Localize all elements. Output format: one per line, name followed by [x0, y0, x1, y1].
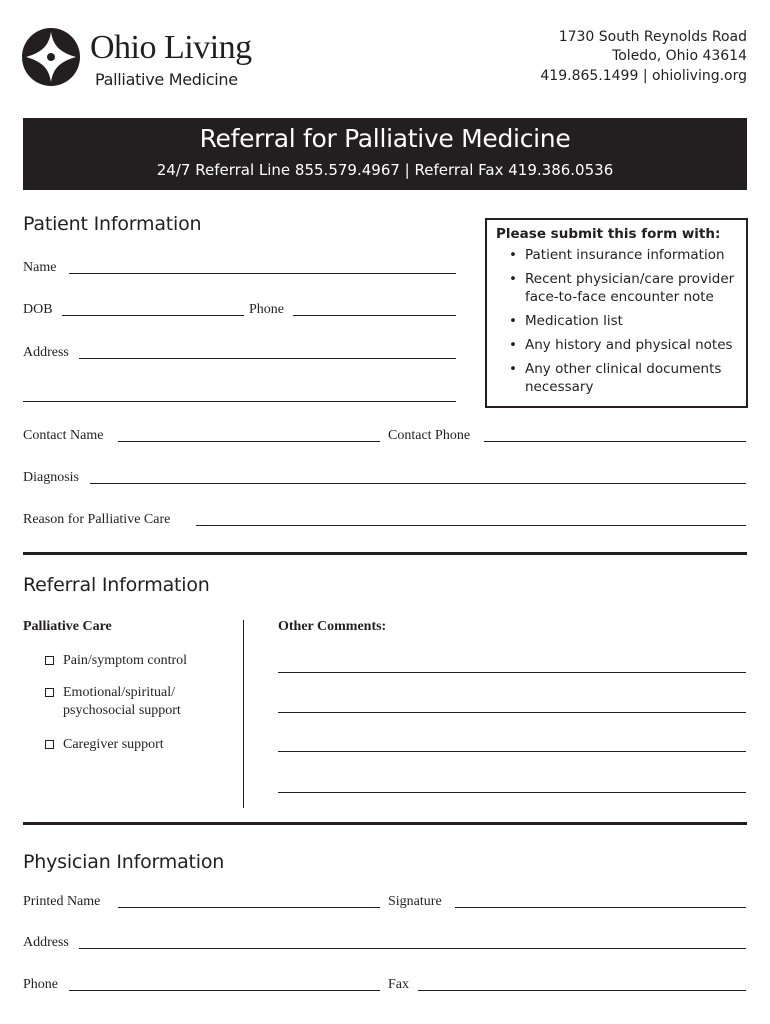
other-comments-heading: Other Comments:: [278, 619, 387, 634]
checkbox[interactable]: [45, 740, 54, 749]
referral-section-title: Referral Information: [23, 574, 210, 596]
brand-name: Ohio Living: [90, 29, 252, 66]
contact-line: 419.865.1499 | ohioliving.org: [540, 68, 747, 84]
submit-requirements-list: [495, 246, 741, 402]
comments-line[interactable]: [278, 712, 746, 713]
contact-phone-label: Contact Phone: [388, 428, 471, 443]
submit-requirements-box: [485, 218, 748, 408]
checkbox[interactable]: [45, 688, 54, 697]
reason-field[interactable]: [196, 525, 746, 526]
signature-field[interactable]: [455, 907, 746, 908]
option-label-continued: psychosocial support: [63, 703, 181, 718]
list-item: • Any history and physical notes: [495, 336, 741, 354]
referral-lines: 24/7 Referral Line 855.579.4967 | Referral Fax 419.386.0536: [156, 161, 614, 179]
comments-line[interactable]: [278, 672, 746, 673]
option-label: Caregiver support: [63, 737, 164, 752]
dob-label: DOB: [23, 302, 53, 317]
address-line-2: Toledo, Ohio 43614: [612, 48, 747, 64]
list-item: • Patient insurance information: [495, 246, 741, 264]
submit-box-title: Please submit this form with:: [496, 226, 721, 242]
phone-label: Phone: [249, 302, 284, 317]
brand-subtitle: Palliative Medicine: [95, 70, 238, 89]
reason-label: Reason for Palliative Care: [23, 512, 171, 527]
form-title: Referral for Palliative Medicine: [199, 124, 571, 153]
section-divider: [23, 552, 747, 555]
physician-address-label: Address: [23, 935, 69, 950]
physician-section-title: Physician Information: [23, 851, 225, 873]
list-item: • Medication list: [495, 312, 741, 330]
contact-phone-field[interactable]: [484, 441, 746, 442]
comments-line[interactable]: [278, 751, 746, 752]
address-line-1: 1730 South Reynolds Road: [558, 29, 747, 45]
signature-label: Signature: [388, 894, 442, 909]
printed-name-field[interactable]: [118, 907, 380, 908]
name-label: Name: [23, 260, 57, 275]
printed-name-label: Printed Name: [23, 894, 101, 909]
physician-phone-label: Phone: [23, 977, 58, 992]
palliative-care-heading: Palliative Care: [23, 619, 112, 634]
dob-field[interactable]: [62, 315, 244, 316]
contact-name-field[interactable]: [118, 441, 380, 442]
checkbox[interactable]: [45, 656, 54, 665]
title-banner: [23, 118, 747, 190]
fax-label: Fax: [388, 977, 409, 992]
option-label: Emotional/spiritual/: [63, 685, 175, 700]
option-label: Pain/symptom control: [63, 653, 188, 668]
patient-section-title: Patient Information: [23, 213, 202, 235]
phone-field[interactable]: [293, 315, 456, 316]
address-label: Address: [23, 345, 69, 360]
ohio-living-logo-icon: [22, 28, 80, 86]
comments-line[interactable]: [278, 792, 746, 793]
contact-name-label: Contact Name: [23, 428, 104, 443]
physician-phone-field[interactable]: [69, 990, 380, 991]
name-field[interactable]: [69, 273, 456, 274]
address-field-line-2[interactable]: [23, 401, 456, 402]
list-item: • Any other clinical documents necessary: [495, 360, 741, 396]
address-field[interactable]: [79, 358, 456, 359]
fax-field[interactable]: [418, 990, 746, 991]
column-divider: [243, 620, 244, 808]
physician-address-field[interactable]: [79, 948, 746, 949]
diagnosis-field[interactable]: [90, 483, 746, 484]
section-divider: [23, 822, 747, 825]
list-item: • Recent physician/care provider face-to-face encounter note: [495, 270, 741, 306]
diagnosis-label: Diagnosis: [23, 470, 79, 485]
